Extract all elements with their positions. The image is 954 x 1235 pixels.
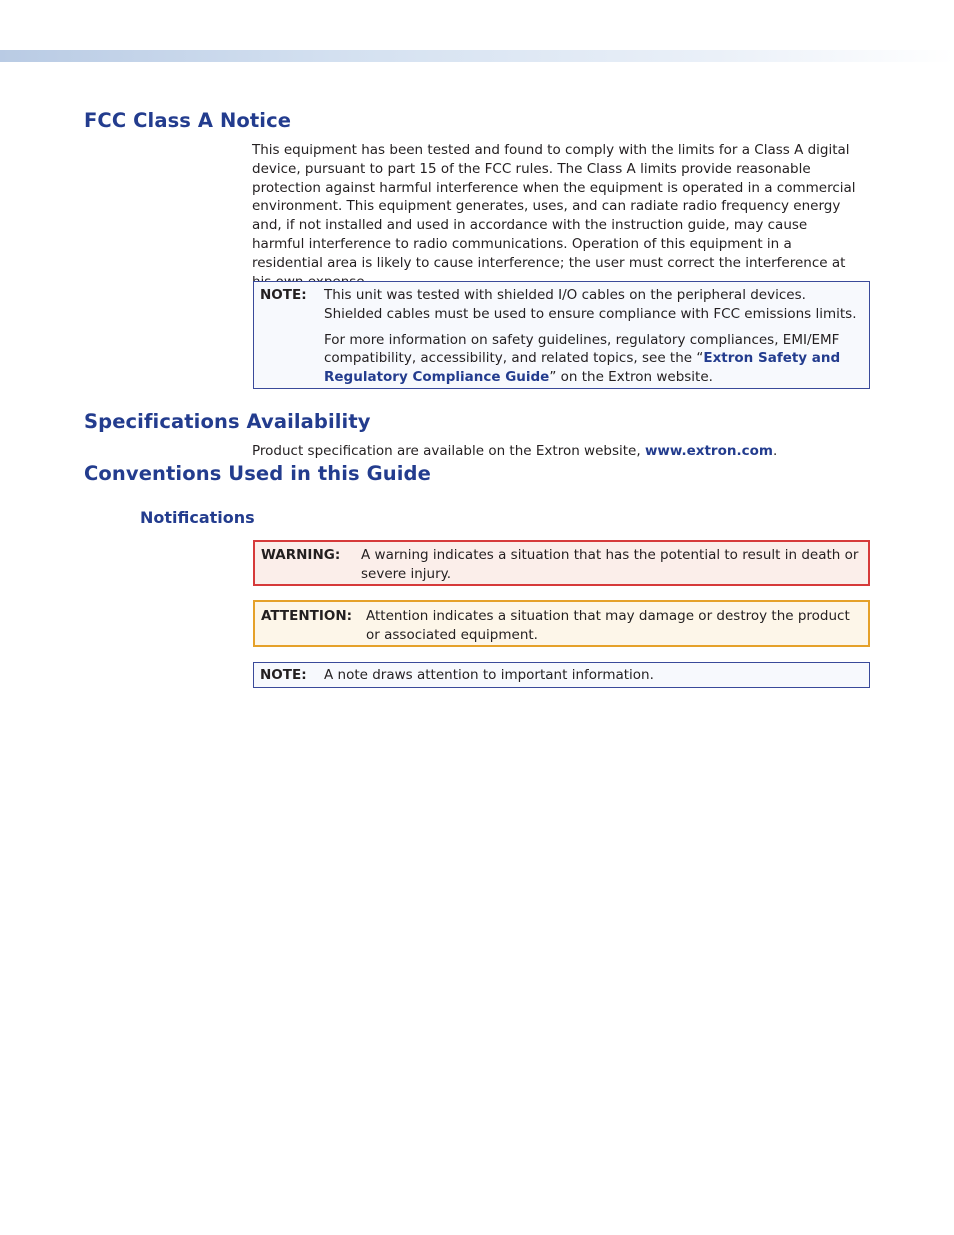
note-text-2 bbox=[324, 331, 860, 387]
attention-label: ATTENTION: bbox=[261, 608, 353, 624]
notifications-subheading: Notifications bbox=[140, 508, 255, 527]
safety-guide-link[interactable]: Extron Safety and Regulatory Compliance Guide bbox=[324, 350, 841, 386]
conventions-note-content bbox=[324, 666, 860, 685]
note-text-2-after: ” on the Extron website. bbox=[549, 369, 713, 386]
attention-content bbox=[366, 607, 862, 645]
fcc-heading: FCC Class A Notice bbox=[84, 109, 292, 132]
conventions-note-label: NOTE: bbox=[260, 667, 307, 683]
fcc-note-box bbox=[253, 281, 870, 389]
conventions-note-box bbox=[253, 662, 870, 688]
fcc-paragraph: This equipment has been tested and found to comply with the limits for a Class A digital device, pursuant to part 15 of the FCC rules. The Class A limits provide reasonable protection against harmful interference when the equipment is operated in a commercial environment. This equipment generates, uses, and can radiate radio frequency energy and, if not installed and used in accordance with the instruction guide, may cause harmful interference to radio communications. Operation of this equipment in a residential area is likely to cause interference; the user must correct the interference at bbox=[252, 142, 856, 271]
conventions-heading: Conventions Used in this Guide bbox=[84, 462, 431, 485]
specs-text-after: . bbox=[772, 443, 778, 459]
extron-website-link[interactable]: www.extron.com bbox=[644, 443, 773, 459]
warning-content bbox=[361, 546, 861, 584]
attention-text: Attention indicates a situation that may damage or destroy the product or associated equipment. bbox=[366, 608, 850, 643]
specs-heading: Specifications Availability bbox=[84, 410, 371, 433]
note-label: NOTE: bbox=[260, 287, 307, 303]
note-text-1: This unit was tested with shielded I/O cables on the peripheral devices. Shielded cables must be used to ensure compliance with FCC emissions limits. bbox=[324, 287, 857, 322]
header-gradient-bar bbox=[0, 50, 954, 62]
note-content bbox=[324, 286, 860, 387]
warning-text: A warning indicates a situation that has the potential to result in death or severe injury. bbox=[361, 547, 859, 582]
note-text-2-before: For more information on safety guidelines, regulatory compliances, EMI/EMF compatibility, accessibility, and related topics, see the “ bbox=[324, 331, 840, 367]
warning-label: WARNING: bbox=[261, 547, 341, 563]
warning-box bbox=[253, 540, 870, 586]
specs-text-before: Product specification are available on the Extron website, bbox=[252, 443, 645, 459]
attention-box bbox=[253, 600, 870, 647]
specs-paragraph bbox=[252, 442, 858, 461]
conventions-note-text: A note draws attention to important information. bbox=[324, 667, 654, 683]
